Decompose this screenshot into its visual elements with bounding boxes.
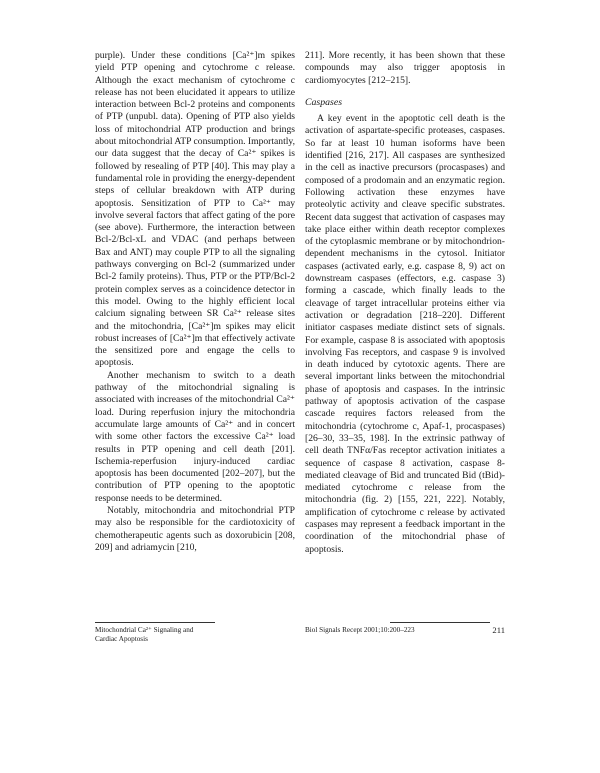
paragraph-continuation: 211]. More recently, it has been shown that these compounds may also trigger apoptosis in cardiomyocytes [212–215]. [305, 50, 505, 86]
running-title-line-1: Mitochondrial Ca²⁺ Signaling and [95, 626, 194, 634]
right-column [305, 50, 505, 556]
page-number: 211 [492, 625, 505, 635]
running-title [95, 626, 275, 644]
paragraph-caspases: A key event in the apoptotic cell death is the activation of aspartate-specific proteases, caspases. So far at least 10 human isoforms have been identified [216, 217]. All caspases are synthesized in the cell as inactive precursors (procaspases) and composed of a prodomain and an enzymatic region. Following activation these enzymes have proteolytic activity and cleave specific substrates. Recent data suggest that activation of caspases may take place either within death receptor complexes of the cytoplasmic membrane or by mitochondrion-dependent mechanisms in the cytosol. Initiator caspases (activated early, e.g. caspase 8, 9) act on downstream caspases (effectors, e.g. caspase 3) forming a cascade, which finally leads to the cleavage of target intracellular proteins either via activation or degradation [218–220]. Different initiator caspases mediate distinct sets of signals. For example, caspase 8 is associated with apoptosis involving Fas receptors, and caspase 9 is involved in death induced by cytotoxic agents. There are several important links between the mitochondrial phase of apoptosis and caspases. In the intrinsic pathway of apoptosis activation of the caspase cascade requires factors released from the mitochondria (cytochrome c, Apaf-1, procaspases) [26–30, 33–35, 198]. In the extrinsic pathway of cell death TNFα/Fas receptor activation initiates a sequence of caspase 8 activation, caspase 8-mediated cleavage of Bid and truncated Bid (tBid)-mediated cytochrome c release from the mitochondria (fig. 2) [155, 221, 222]. Notably, amplification of cytochrome c release by activated caspases may represent a feedback important in the coordination of the mitochondrial phase of apoptosis. [305, 113, 505, 555]
paragraph-reperfusion: Another mechanism to switch to a death pathway of the mitochondrial signaling is associated with increases of the mitochondrial Ca²⁺ load. During reperfusion injury the mitochondria accumulate large amounts of Ca²⁺ and in concert with some other factors the excessive Ca²⁺ load results in PTP opening and cell death [201]. Ischemia-reperfusion injury-induced cardiac apoptosis has been documented [202–207], but the contribution of PTP opening to the apoptotic response needs to be determined. [95, 369, 295, 504]
running-title-line-2: Cardiac Apoptosis [95, 635, 148, 643]
left-column [95, 50, 295, 554]
section-heading-caspases: Caspases [305, 96, 343, 108]
footer-rule-right [390, 622, 490, 623]
footer-rule-left [95, 622, 215, 623]
paragraph-cardiotoxicity: Notably, mitochondria and mitochondrial PTP may also be responsible for the cardiotoxicity of chemotherapeutic agents such as doxorubicin [208, 209] and adriamycin [210, [95, 504, 295, 553]
journal-citation: Biol Signals Recept 2001;10:200–223 [305, 626, 415, 634]
paragraph-ptp-calcium: purple). Under these conditions [Ca²⁺]m spikes yield PTP opening and cytochrome c release. Although the exact mechanism of cytochrome c release has not been elucidated it appears to utilize interaction between Bcl-2 proteins and components of PTP (unpubl. data). Opening of PTP also yields loss of mitochondrial ATP production and brings about mitochondrial ATP consumption. Importantly, our data suggest that the decay of Ca²⁺ spikes is followed by resealing of PTP [40]. This may play a fundamental role in providing the energy-dependent steps of cellular breakdown with ATP during apoptosis. Sensitization of PTP to Ca²⁺ may involve several factors that affect gating of the pore (see above). Furthermore, the interaction between Bcl-2/Bcl-xL and VDAC (and perhaps between Bax and ANT) may couple PTP to all the signaling pathways converging on Bcl-2 (summarized under Bcl-2 family proteins). Thus, PTP or the PTP/Bcl-2 protein complex serves as a coincidence detector in this model. Owing to the highly efficient local calcium signaling between SR Ca²⁺ release sites and the mitochondria, [Ca²⁺]m spikes may elicit robust increases of [Ca²⁺]m that effectively activate the sensitized pore and engage the cells to apoptosis. [95, 50, 295, 369]
